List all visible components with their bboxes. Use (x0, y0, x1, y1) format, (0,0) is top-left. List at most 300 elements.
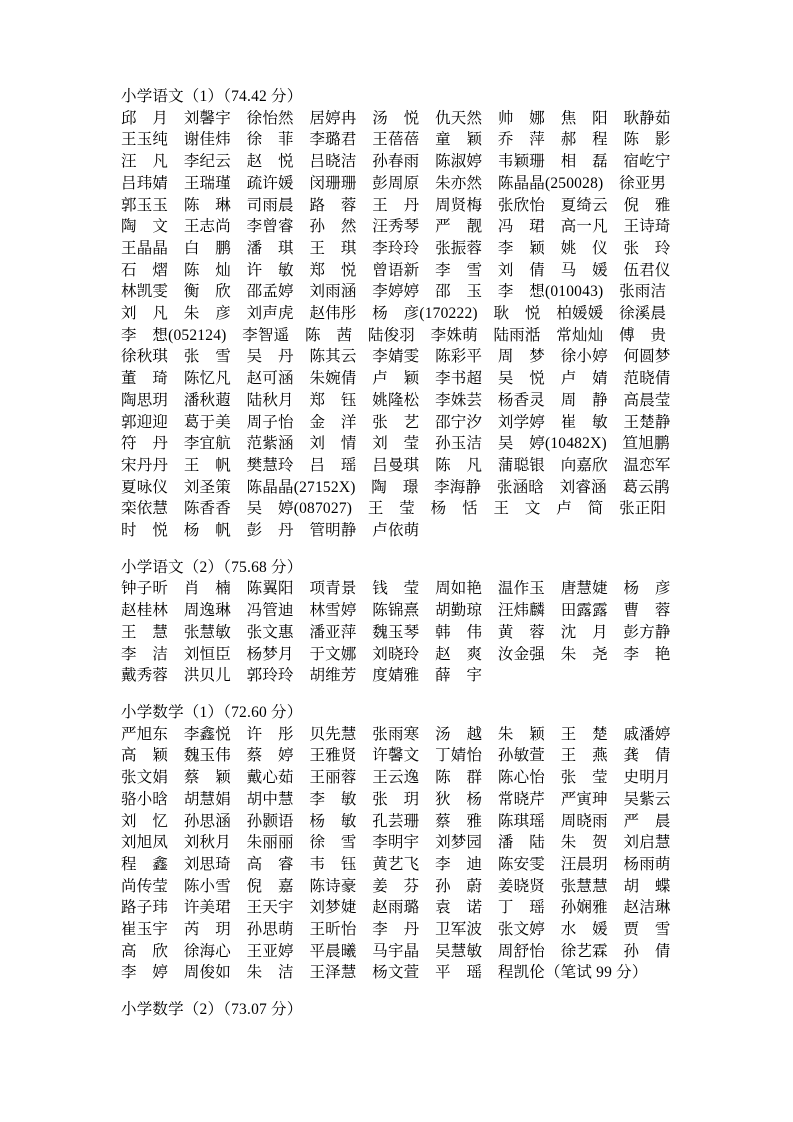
name-entry: 范晓倩 (623, 370, 671, 388)
name-entry: 周俊如 (183, 964, 231, 982)
name-entry: 张 玲 (623, 239, 671, 257)
name-entry: 宋丹丹 (121, 456, 169, 474)
name-entry: 韩 伟 (435, 623, 483, 641)
name-entry: 徐艺霖 (560, 942, 608, 960)
name-entry: 陈诗豪 (309, 877, 357, 895)
name-entry: 王昕怡 (309, 921, 357, 939)
name-entry: 平晨曦 (309, 942, 357, 960)
name-entry: 于文娜 (309, 645, 357, 663)
name-entry: 彭 丹 (246, 522, 294, 540)
name-entry: 陈安雯 (497, 855, 545, 873)
name-entry: 许美珺 (183, 899, 231, 917)
name-entry: 肖 楠 (183, 580, 231, 598)
name-entry: 崔 敏 (560, 413, 608, 431)
name-entry: 汪 凡 (121, 153, 169, 171)
name-entry: 王蓓蓓 (372, 131, 420, 149)
name-entry: 倪 雅 (623, 196, 671, 214)
name-row (121, 498, 701, 520)
name-entry: 贾 雪 (623, 921, 671, 939)
name-entry: 刘雨涵 (309, 283, 357, 301)
name-entry: 刘馨宇 (183, 109, 231, 127)
name-entry: 吕玮婧 (121, 174, 169, 192)
name-entry: 陶 璟 (371, 478, 419, 496)
name-entry: 郑 钰 (309, 391, 357, 409)
name-entry: 黄艺飞 (372, 855, 420, 873)
name-entry: 郑 悦 (309, 261, 357, 279)
name-entry: 宿屹宁 (623, 153, 671, 171)
name-entry: 童 颖 (435, 131, 483, 149)
name-entry: 李 想(052124) (121, 326, 227, 344)
name-entry: 伍君仪 (623, 261, 671, 279)
name-entry: 樊慧玲 (246, 456, 294, 474)
name-entry: 严 靓 (435, 218, 483, 236)
name-row (121, 108, 701, 130)
name-entry: 贝先慧 (309, 725, 357, 743)
name-entry: 许馨文 (372, 747, 420, 765)
name-entry: 王诗琦 (623, 218, 671, 236)
name-entry: 杨梦月 (246, 645, 294, 663)
name-entry: 郝 程 (560, 131, 608, 149)
name-entry: 耿静茹 (623, 109, 671, 127)
name-row (121, 724, 701, 746)
name-row (121, 216, 701, 238)
section-3 (121, 702, 701, 984)
name-entry: 蒲聪银 (497, 456, 545, 474)
name-row (121, 129, 701, 151)
name-entry: 王瑞瑾 (183, 174, 231, 192)
name-entry: 赵桂林 (121, 602, 169, 620)
name-entry: 杨 彦 (623, 580, 671, 598)
name-entry: 刘圣策 (183, 478, 231, 496)
name-entry: 吕曼琪 (372, 456, 420, 474)
name-entry: 吴 悦 (497, 370, 545, 388)
name-entry: 王泽慧 (309, 964, 357, 982)
name-entry: 周如艳 (435, 580, 483, 598)
name-entry: 姚 仪 (560, 239, 608, 257)
name-entry: 杨 恬 (430, 500, 478, 518)
name-entry: 胡中慧 (246, 790, 294, 808)
name-entry: 路 蓉 (309, 196, 357, 214)
name-entry: 陈小雪 (183, 877, 231, 895)
name-entry: 李 敏 (309, 790, 357, 808)
name-row (121, 665, 701, 687)
name-entry: 赵 爽 (435, 645, 483, 663)
name-entry: 戴秀蓉 (121, 667, 169, 685)
name-entry: 邵 玉 (435, 283, 483, 301)
name-entry: 张正阳 (619, 500, 667, 518)
name-entry: 王玉纯 (121, 131, 169, 149)
name-row (121, 962, 701, 984)
name-entry: 史明月 (623, 769, 671, 787)
name-entry: 谢佳炜 (183, 131, 231, 149)
name-row (121, 238, 701, 260)
name-entry: 赵 悦 (246, 153, 294, 171)
name-entry: 姚隆松 (372, 391, 420, 409)
name-row (121, 622, 701, 644)
name-entry: 丁婧怡 (435, 747, 483, 765)
name-entry: 向嘉欣 (560, 456, 608, 474)
name-entry: 衡 欣 (183, 283, 231, 301)
name-entry: 高晨莹 (623, 391, 671, 409)
name-entry: 韦颖珊 (497, 153, 545, 171)
name-entry: 水 媛 (560, 921, 608, 939)
name-entry: 王云逸 (372, 769, 420, 787)
name-entry: 沈 月 (560, 623, 608, 641)
name-entry: 李海静 (434, 478, 482, 496)
name-entry: 李 想(010043) (497, 283, 604, 301)
name-row (121, 346, 701, 368)
name-entry: 龚 倩 (623, 747, 671, 765)
name-entry: 金 洋 (309, 413, 357, 431)
name-entry: 张振蓉 (435, 239, 483, 257)
name-entry: 胡 蝶 (623, 877, 671, 895)
name-entry: 马宇晶 (372, 942, 420, 960)
name-entry: 吴 婷(087027) (246, 500, 353, 518)
name-entry: 潘 陆 (497, 834, 545, 852)
name-entry: 王楚静 (623, 413, 671, 431)
name-entry: 杨 敏 (309, 812, 357, 830)
name-entry: 张文惠 (246, 623, 294, 641)
name-entry: 李曾睿 (246, 218, 294, 236)
name-entry: 刘梦园 (435, 834, 483, 852)
section-title: 小学数学（1）（72.60 分） (121, 703, 303, 721)
name-entry: 程凯伦（笔试 99 分） (497, 964, 648, 982)
name-entry: 张雨寒 (372, 725, 420, 743)
name-entry: 疏许媛 (246, 174, 294, 192)
name-row (121, 941, 701, 963)
name-entry: 葛云鹃 (622, 478, 670, 496)
name-row (121, 520, 701, 542)
name-entry: 温作玉 (497, 580, 545, 598)
name-row (121, 368, 701, 390)
name-entry: 李璐君 (309, 131, 357, 149)
name-entry: 李 婷 (121, 964, 169, 982)
name-entry: 周舒怡 (497, 942, 545, 960)
name-entry: 高 欣 (121, 942, 169, 960)
name-entry: 王天宇 (246, 899, 294, 917)
name-entry: 朱 彦 (183, 305, 231, 323)
name-entry: 刘 莹 (372, 435, 420, 453)
name-entry: 周 梦 (497, 348, 545, 366)
name-entry: 陈 群 (435, 769, 483, 787)
name-entry: 冯管迪 (246, 602, 294, 620)
name-row (121, 455, 701, 477)
name-entry: 李 迪 (435, 855, 483, 873)
name-row (121, 767, 701, 789)
name-entry: 林雪婷 (309, 602, 357, 620)
name-entry: 杨 彦(170222) (372, 305, 478, 323)
name-entry: 路子玮 (121, 899, 169, 917)
name-entry: 韦 钰 (309, 855, 357, 873)
name-row (121, 811, 701, 833)
name-entry: 夏绮云 (560, 196, 608, 214)
name-entry: 曾语新 (372, 261, 420, 279)
name-entry: 赵伟彤 (309, 305, 357, 323)
name-entry: 李 丹 (372, 921, 420, 939)
name-entry: 赵雨璐 (372, 899, 420, 917)
name-entry: 孙敏萱 (497, 747, 545, 765)
name-entry: 王 燕 (560, 747, 608, 765)
name-entry: 温恋军 (623, 456, 671, 474)
name-entry: 高一凡 (560, 218, 608, 236)
name-entry: 葛于美 (183, 413, 231, 431)
name-row (121, 745, 701, 767)
name-entry: 夏咏仪 (121, 478, 169, 496)
name-entry: 范紫涵 (246, 435, 294, 453)
name-entry: 刘恒臣 (183, 645, 231, 663)
name-row (121, 644, 701, 666)
name-entry: 张雨洁 (619, 283, 667, 301)
name-entry: 李姝萌 (430, 326, 478, 344)
name-entry: 李 洁 (121, 645, 169, 663)
name-row (121, 897, 701, 919)
name-entry: 孔芸珊 (372, 812, 420, 830)
name-entry: 姜 芬 (372, 877, 420, 895)
name-entry: 吕晓洁 (309, 153, 357, 171)
name-entry: 陈晶晶(250028) (497, 174, 604, 192)
name-entry: 董 琦 (121, 370, 169, 388)
name-entry: 刘 倩 (497, 261, 545, 279)
name-entry: 管明静 (309, 522, 357, 540)
name-entry: 孙玉洁 (435, 435, 483, 453)
name-entry: 刘梦婕 (309, 899, 357, 917)
name-entry: 张文娟 (121, 769, 169, 787)
name-entry: 胡慧娟 (183, 790, 231, 808)
name-entry: 彭周原 (372, 174, 420, 192)
name-entry: 吴 婷(10482X) (497, 435, 607, 453)
name-entry: 张 雪 (183, 348, 231, 366)
name-row (121, 854, 701, 876)
name-entry: 卢 婧 (560, 370, 608, 388)
name-entry: 傅 贵 (619, 326, 667, 344)
name-entry: 陈 凡 (435, 456, 483, 474)
name-entry: 常灿灿 (556, 326, 604, 344)
name-entry: 钟子昕 (121, 580, 169, 598)
name-entry: 蔡 婷 (246, 747, 294, 765)
name-entry: 袁 诺 (435, 899, 483, 917)
name-entry: 陈琪瑶 (497, 812, 545, 830)
name-entry: 李鑫悦 (183, 725, 231, 743)
name-row (121, 260, 701, 282)
name-entry: 王晶晶 (121, 239, 169, 257)
name-entry: 刘睿涵 (559, 478, 607, 496)
name-entry: 柏媛媛 (556, 305, 604, 323)
name-entry: 潘亚萍 (309, 623, 357, 641)
name-entry: 唐慧婕 (560, 580, 608, 598)
name-row (121, 433, 701, 455)
section-4 (121, 999, 701, 1021)
name-entry: 王 琪 (309, 239, 357, 257)
name-entry: 朱婉倩 (309, 370, 357, 388)
name-row (121, 303, 701, 325)
name-entry: 狄 杨 (435, 790, 483, 808)
name-entry: 陈心怡 (497, 769, 545, 787)
name-entry: 卫军波 (435, 921, 483, 939)
name-entry: 周贤梅 (435, 196, 483, 214)
section-2 (121, 557, 701, 687)
name-row (121, 789, 701, 811)
name-entry: 相 磊 (560, 153, 608, 171)
name-entry: 周逸琳 (183, 602, 231, 620)
name-entry: 周子怡 (246, 413, 294, 431)
name-entry: 王 慧 (121, 623, 169, 641)
name-entry: 居婷冉 (309, 109, 357, 127)
name-row (121, 151, 701, 173)
name-entry: 李婧雯 (372, 348, 420, 366)
name-entry: 度婧雅 (372, 667, 420, 685)
name-entry: 卢 颖 (372, 370, 420, 388)
name-row (121, 832, 701, 854)
name-entry: 薛 宇 (435, 667, 483, 685)
name-entry: 郭迎迎 (121, 413, 169, 431)
name-entry: 戴心茹 (246, 769, 294, 787)
name-entry: 彭方静 (623, 623, 671, 641)
name-entry: 杨香灵 (497, 391, 545, 409)
name-entry: 乔 萍 (497, 131, 545, 149)
name-entry: 邱 月 (121, 109, 169, 127)
name-entry: 张 莹 (560, 769, 608, 787)
name-entry: 严寅珅 (560, 790, 608, 808)
name-row (121, 390, 701, 412)
name-row (121, 477, 701, 499)
name-entry: 杨雨萌 (623, 855, 671, 873)
name-entry: 白 鹏 (183, 239, 231, 257)
name-entry: 魏玉伟 (183, 747, 231, 765)
name-entry: 周晓雨 (560, 812, 608, 830)
name-entry: 栾依慧 (121, 500, 169, 518)
name-entry: 徐秋琪 (121, 348, 169, 366)
name-entry: 王 莹 (367, 500, 415, 518)
name-entry: 钱 莹 (372, 580, 420, 598)
name-row (121, 578, 701, 600)
name-entry: 冯 珺 (497, 218, 545, 236)
name-entry: 邵宁汐 (435, 413, 483, 431)
name-row (121, 876, 701, 898)
name-entry: 杨 帆 (183, 522, 231, 540)
name-entry: 陈晶晶(27152X) (246, 478, 356, 496)
name-entry: 李纪云 (183, 153, 231, 171)
name-entry: 张 艺 (372, 413, 420, 431)
name-entry: 朱亦然 (435, 174, 483, 192)
name-entry: 高 颖 (121, 747, 169, 765)
name-entry: 孙 蔚 (435, 877, 483, 895)
name-entry: 丁 瑶 (497, 899, 545, 917)
name-entry: 程 鑫 (121, 855, 169, 873)
name-entry: 李婷婷 (372, 283, 420, 301)
name-entry: 李 艳 (623, 645, 671, 663)
name-entry: 孙思萌 (246, 921, 294, 939)
name-entry: 刘 凡 (121, 305, 169, 323)
name-entry: 刘 情 (309, 435, 357, 453)
name-entry: 蔡 雅 (435, 812, 483, 830)
name-entry: 李明宇 (372, 834, 420, 852)
name-entry: 汤 悦 (372, 109, 420, 127)
name-entry: 仇天然 (435, 109, 483, 127)
name-entry: 汪秀琴 (372, 218, 420, 236)
name-entry: 王志尚 (183, 218, 231, 236)
name-entry: 李姝芸 (435, 391, 483, 409)
name-entry: 陈淑婷 (435, 153, 483, 171)
name-entry: 朱 贺 (560, 834, 608, 852)
name-entry: 许 彤 (246, 725, 294, 743)
name-entry: 王丽蓉 (309, 769, 357, 787)
name-entry: 王 帆 (183, 456, 231, 474)
name-entry: 汤 越 (435, 725, 483, 743)
name-entry: 姜晓贤 (497, 877, 545, 895)
name-entry: 张 玥 (372, 790, 420, 808)
name-entry: 刘旭凤 (121, 834, 169, 852)
name-entry: 吕 瑶 (309, 456, 357, 474)
name-entry: 汪晨玥 (560, 855, 608, 873)
name-entry: 刘启慧 (623, 834, 671, 852)
name-entry: 田露露 (560, 602, 608, 620)
name-entry: 曹 蓉 (623, 602, 671, 620)
name-entry: 黄 蓉 (497, 623, 545, 641)
name-entry: 刘 忆 (121, 812, 169, 830)
name-entry: 吴慧敏 (435, 942, 483, 960)
name-entry: 汪炜麟 (497, 602, 545, 620)
name-entry: 陈翼阳 (246, 580, 294, 598)
name-entry: 刘思琦 (183, 855, 231, 873)
name-entry: 许 敏 (246, 261, 294, 279)
name-entry: 赵可涵 (246, 370, 294, 388)
name-entry: 孙 然 (309, 218, 357, 236)
name-entry: 时 悦 (121, 522, 169, 540)
name-entry: 徐亚男 (619, 174, 667, 192)
name-entry: 石 熠 (121, 261, 169, 279)
name-entry: 王 文 (493, 500, 541, 518)
name-entry: 崔玉宇 (121, 921, 169, 939)
name-entry: 陆秋月 (246, 391, 294, 409)
name-entry: 孙颢语 (246, 812, 294, 830)
name-entry: 骆小晗 (121, 790, 169, 808)
name-entry: 陶思玥 (121, 391, 169, 409)
name-entry: 徐海心 (183, 942, 231, 960)
name-entry: 王 丹 (372, 196, 420, 214)
name-entry: 焦 阳 (560, 109, 608, 127)
name-entry: 闵珊珊 (309, 174, 357, 192)
name-entry: 林凯雯 (121, 283, 169, 301)
name-entry: 芮 玥 (183, 921, 231, 939)
section-title: 小学语文（1）（74.42 分） (121, 88, 303, 105)
name-entry: 李宜航 (183, 435, 231, 453)
name-entry: 刘声虎 (246, 305, 294, 323)
name-entry: 陈 灿 (183, 261, 231, 279)
name-entry: 陈彩平 (435, 348, 483, 366)
name-entry: 高 睿 (246, 855, 294, 873)
name-entry: 司雨晨 (246, 196, 294, 214)
name-entry: 朱 洁 (246, 964, 294, 982)
name-entry: 陈香香 (183, 500, 231, 518)
name-entry: 潘秋蕸 (183, 391, 231, 409)
name-entry: 吴紫云 (623, 790, 671, 808)
name-entry: 孙春雨 (372, 153, 420, 171)
name-entry: 何圆梦 (623, 348, 671, 366)
name-entry: 徐溪晨 (619, 305, 667, 323)
name-row (121, 281, 701, 303)
name-entry: 符 丹 (121, 435, 169, 453)
name-entry: 赵洁琳 (623, 899, 671, 917)
section-1 (121, 86, 701, 542)
name-row (121, 600, 701, 622)
name-entry: 卢 简 (556, 500, 604, 518)
name-entry: 郭玲玲 (246, 667, 294, 685)
name-row (121, 325, 701, 347)
name-entry: 李书超 (435, 370, 483, 388)
name-entry: 魏玉琴 (372, 623, 420, 641)
name-entry: 徐小婷 (560, 348, 608, 366)
name-entry: 倪 嘉 (246, 877, 294, 895)
